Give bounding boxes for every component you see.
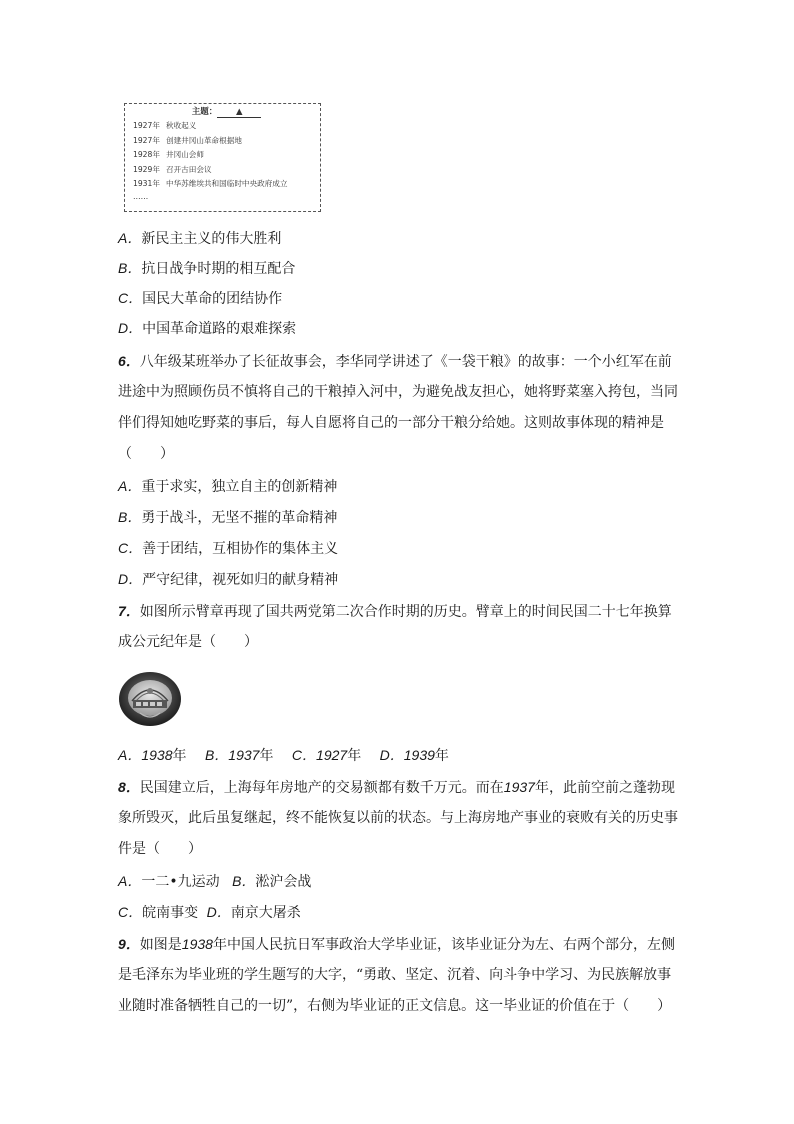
option-year: 1937 bbox=[228, 747, 260, 763]
option-letter: D． bbox=[118, 320, 143, 336]
option-text: 善于团结，互相协作的集体主义 bbox=[142, 541, 339, 557]
q6-stem-line-3: 伴们得知她吃野菜的事后，每人自愿将自己的一部分干粮分给她。这则故事体现的精神是 bbox=[118, 415, 664, 431]
option-text: 淞沪会战 bbox=[255, 874, 312, 890]
option-letter: D． bbox=[379, 747, 404, 763]
option-year: 1927 bbox=[316, 747, 348, 763]
q7-stem-line-2: 成公元纪年是（ ） bbox=[118, 634, 258, 650]
option-letter: B． bbox=[232, 873, 256, 889]
timeline-event bbox=[133, 148, 320, 163]
option-unit: 年 bbox=[259, 748, 274, 764]
question-number: 8． bbox=[118, 779, 140, 795]
option-letter: C． bbox=[118, 540, 143, 556]
option-unit: 年 bbox=[434, 748, 449, 764]
q7-option-b[interactable] bbox=[205, 748, 274, 764]
q6-text: 八年级某班举办了长征故事会，李华同学讲述了《一袋干粮》的故事：一个小红军在前 bbox=[139, 354, 672, 370]
q6-option-a[interactable] bbox=[118, 476, 337, 497]
option-text: 一二•九运动 bbox=[141, 874, 220, 890]
q9-text: 年中国人民抗日军事政治大学毕业证，该毕业证分为左、右两个部分，左侧 bbox=[212, 937, 675, 953]
option-letter: A． bbox=[118, 873, 142, 889]
q8-stem-line-3: 件是（ ） bbox=[118, 841, 202, 857]
option-letter: D． bbox=[206, 904, 231, 920]
q9-stem-line-3: 业随时准备牺牲自己的一切”，右侧为毕业证的正文信息。这一毕业证的价值在于（ ） bbox=[118, 998, 672, 1014]
q8-stem-line-1 bbox=[118, 777, 674, 798]
q9-text: 如图是 bbox=[139, 937, 182, 953]
option-text: 严守纪律，视死如归的献身精神 bbox=[142, 572, 339, 588]
option-year: 1939 bbox=[403, 747, 435, 763]
option-text: 南京大屠杀 bbox=[230, 905, 301, 921]
q7-stem-line-1 bbox=[118, 601, 674, 622]
option-text: 国民大革命的团结协作 bbox=[142, 291, 283, 307]
question-number: 6． bbox=[118, 353, 140, 369]
q6-option-d[interactable] bbox=[118, 569, 338, 590]
q6-option-b[interactable] bbox=[118, 507, 337, 528]
option-letter: B． bbox=[118, 509, 142, 525]
timeline-event-year: 1927年 bbox=[133, 135, 160, 145]
q8-option-a[interactable] bbox=[118, 874, 220, 890]
q5-option-c[interactable] bbox=[118, 288, 282, 309]
timeline-event-text: 秋收起义 bbox=[166, 121, 197, 130]
timeline-event-text: 召开古田会议 bbox=[166, 164, 212, 174]
timeline-event-year: 1928年 bbox=[133, 150, 160, 159]
timeline-event-text: 中华苏维埃共和国临时中央政府成立 bbox=[166, 179, 288, 188]
armband-image bbox=[118, 671, 182, 727]
q9-stem-line-2: 是毛泽东为毕业班的学生题写的大字，“勇敢、坚定、沉着、向斗争中学习、为民族解放事 bbox=[118, 967, 672, 983]
option-letter: D． bbox=[118, 571, 143, 587]
q5-option-b[interactable] bbox=[118, 258, 295, 279]
q9-year: 1938 bbox=[181, 936, 213, 952]
timeline-heading-label: 主题： bbox=[191, 107, 218, 117]
option-text: 重于求实，独立自主的创新精神 bbox=[141, 479, 338, 495]
q7-option-a[interactable] bbox=[118, 748, 187, 764]
option-text: 中国革命道路的艰难探索 bbox=[142, 321, 297, 337]
option-letter: C． bbox=[118, 904, 143, 920]
option-unit: 年 bbox=[172, 748, 187, 764]
timeline-event bbox=[133, 134, 320, 149]
q8-option-d[interactable] bbox=[207, 905, 301, 921]
q7-text: 如图所示臂章再现了国共两党第二次合作时期的历史。臂章上的时间民国二十七年换算 bbox=[139, 604, 672, 620]
timeline-figure bbox=[124, 103, 321, 212]
timeline-event bbox=[133, 119, 320, 134]
q8-text: 民国建立后，上海每年房地产的交易额都有数千万元。而在 bbox=[139, 780, 504, 796]
question-number: 9． bbox=[118, 936, 140, 952]
option-text: 新民主主义的伟大胜利 bbox=[141, 231, 282, 247]
option-letter: B． bbox=[204, 747, 229, 763]
timeline-heading bbox=[133, 106, 320, 119]
timeline-event-year: 1929年 bbox=[133, 164, 160, 174]
timeline-event-year: 1927年 bbox=[133, 121, 160, 130]
timeline-event-year: 1931年 bbox=[133, 179, 160, 188]
timeline-events bbox=[133, 119, 320, 192]
option-text: 抗日战争时期的相互配合 bbox=[141, 261, 296, 277]
q7-option-d[interactable] bbox=[380, 748, 449, 764]
timeline-ellipsis: …… bbox=[133, 191, 149, 201]
option-letter: B． bbox=[118, 260, 142, 276]
question-number: 7． bbox=[118, 603, 140, 619]
q6-answer-blank: （ ） bbox=[118, 446, 174, 462]
timeline-event-text: 创建井冈山革命根据地 bbox=[166, 135, 242, 145]
q8-options-row-2 bbox=[118, 902, 301, 923]
option-unit: 年 bbox=[347, 748, 362, 764]
timeline-event-text: 井冈山会师 bbox=[166, 150, 204, 159]
q7-options-row bbox=[118, 745, 449, 766]
q5-option-d[interactable] bbox=[118, 318, 296, 339]
timeline-event bbox=[133, 177, 320, 192]
option-letter: A． bbox=[118, 478, 142, 494]
q8-options-row-1 bbox=[118, 871, 311, 892]
q8-text: 年，此前空前之蓬勃现 bbox=[534, 780, 675, 796]
timeline-heading-blank: ▲ bbox=[217, 107, 261, 118]
q9-stem-line-1 bbox=[118, 934, 674, 955]
option-letter: C． bbox=[291, 747, 317, 763]
option-letter: C． bbox=[118, 290, 143, 306]
q8-stem-line-2: 象所毁灭，此后虽复继起，终不能恢复以前的状态。与上海房地产事业的衰败有关的历史事 bbox=[118, 810, 678, 826]
q8-option-b[interactable] bbox=[232, 874, 311, 890]
q5-option-a[interactable] bbox=[118, 228, 281, 249]
timeline-event bbox=[133, 163, 320, 178]
q6-option-c[interactable] bbox=[118, 538, 338, 559]
q8-year: 1937 bbox=[503, 779, 535, 795]
option-letter: A． bbox=[118, 230, 142, 246]
option-letter: A． bbox=[118, 747, 142, 763]
option-year: 1938 bbox=[141, 747, 173, 763]
option-text: 勇于战斗，无坚不摧的革命精神 bbox=[141, 510, 338, 526]
q6-stem-line-1 bbox=[118, 351, 674, 372]
q8-option-c[interactable] bbox=[118, 905, 198, 921]
q6-stem-line-2: 进途中为照顾伤员不慎将自己的干粮掉入河中，为避免战友担心，她将野菜塞入挎包，当同 bbox=[118, 384, 678, 400]
option-text: 皖南事变 bbox=[142, 905, 199, 921]
q7-option-c[interactable] bbox=[292, 748, 361, 764]
